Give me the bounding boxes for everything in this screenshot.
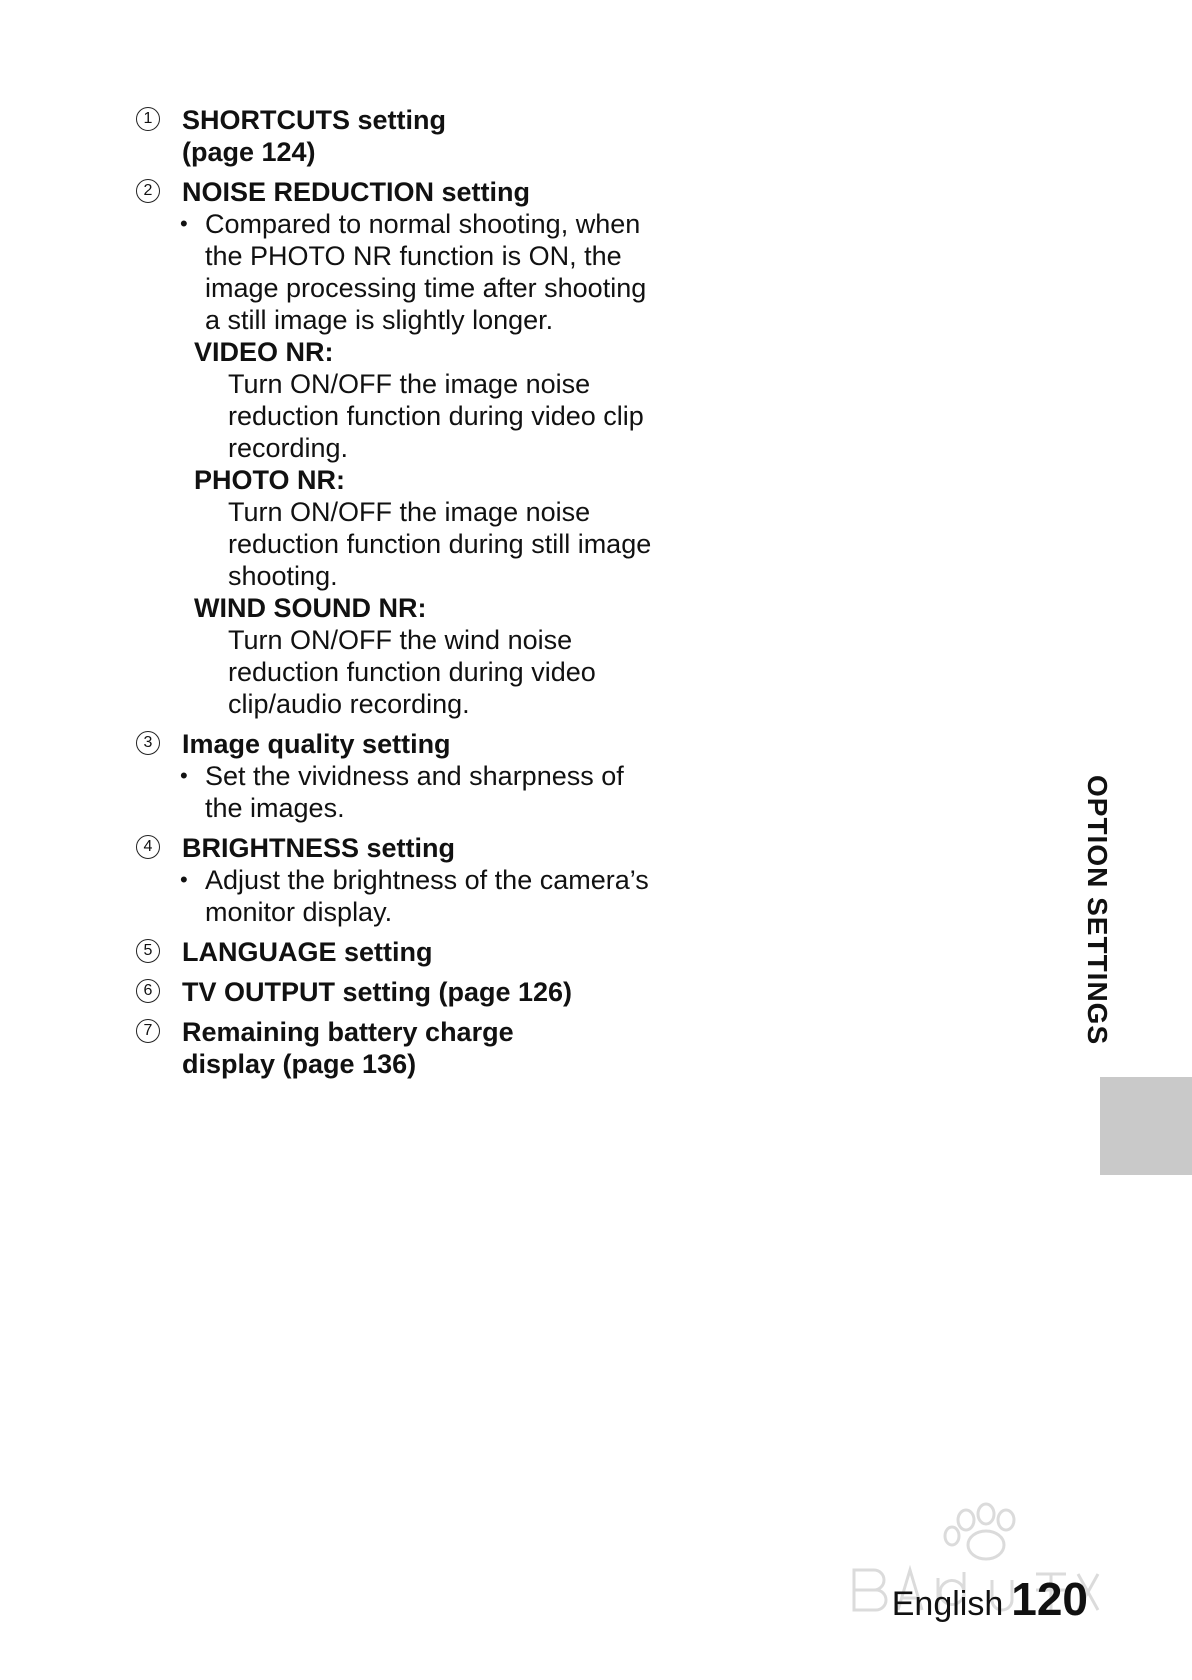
list-item-tv-output xyxy=(136,976,656,1008)
list-item-noise-reduction xyxy=(136,176,656,720)
item-title-line1: Remaining battery charge xyxy=(182,1017,514,1047)
footer-language: English xyxy=(891,1585,1004,1623)
list-item-image-quality xyxy=(136,728,656,824)
circled-number-7: 7 xyxy=(136,1019,160,1043)
settings-list xyxy=(136,104,656,1088)
list-item-brightness xyxy=(136,832,656,928)
sub-label: PHOTO NR: xyxy=(194,465,346,495)
list-item-shortcuts xyxy=(136,104,656,168)
bullet-text: • Adjust the brightness of the camera’s monitor display. xyxy=(182,864,656,928)
circled-number-1: 1 xyxy=(136,107,160,131)
sub-description: Turn ON/OFF the image noise reduction function during still image shooting. xyxy=(228,497,652,591)
page-number: 120 xyxy=(1011,1573,1088,1625)
sub-wind-sound-nr xyxy=(194,592,656,720)
list-item-language xyxy=(136,936,656,968)
page-footer xyxy=(892,1572,1088,1626)
section-tab-label: OPTION SETTINGS xyxy=(1082,775,1113,1046)
circled-number-4: 4 xyxy=(136,835,160,859)
circled-number-5: 5 xyxy=(136,939,160,963)
bullet-text: • Set the vividness and sharpness of the images. xyxy=(182,760,656,824)
sub-description: Turn ON/OFF the image noise reduction function during video clip recording. xyxy=(228,369,644,463)
sub-video-nr xyxy=(194,336,656,464)
circled-number-2: 2 xyxy=(136,179,160,203)
circled-number-3: 3 xyxy=(136,731,160,755)
circled-number-6: 6 xyxy=(136,979,160,1003)
item-title-line2: display (page 136) xyxy=(182,1049,417,1079)
item-title: Image quality setting xyxy=(182,729,451,759)
item-title-line2: (page 124) xyxy=(182,137,316,167)
item-title-line1: SHORTCUTS setting xyxy=(182,105,447,135)
sub-label: VIDEO NR: xyxy=(194,337,334,367)
item-title: NOISE REDUCTION setting xyxy=(182,177,531,207)
item-title: LANGUAGE setting xyxy=(182,937,433,967)
sub-label: WIND SOUND NR: xyxy=(194,593,427,623)
sub-photo-nr xyxy=(194,464,656,592)
list-item-battery-display xyxy=(136,1016,656,1080)
item-title: TV OUTPUT setting (page 126) xyxy=(182,977,573,1007)
item-title: BRIGHTNESS setting xyxy=(182,833,456,863)
sub-description: Turn ON/OFF the wind noise reduction function during video clip/audio recording. xyxy=(228,625,596,719)
section-tab-marker xyxy=(1100,1077,1192,1175)
bullet-text: • Compared to normal shooting, when the PHOTO NR function is ON, the image processing time after shooting a still image is slightly longer. xyxy=(182,208,656,336)
